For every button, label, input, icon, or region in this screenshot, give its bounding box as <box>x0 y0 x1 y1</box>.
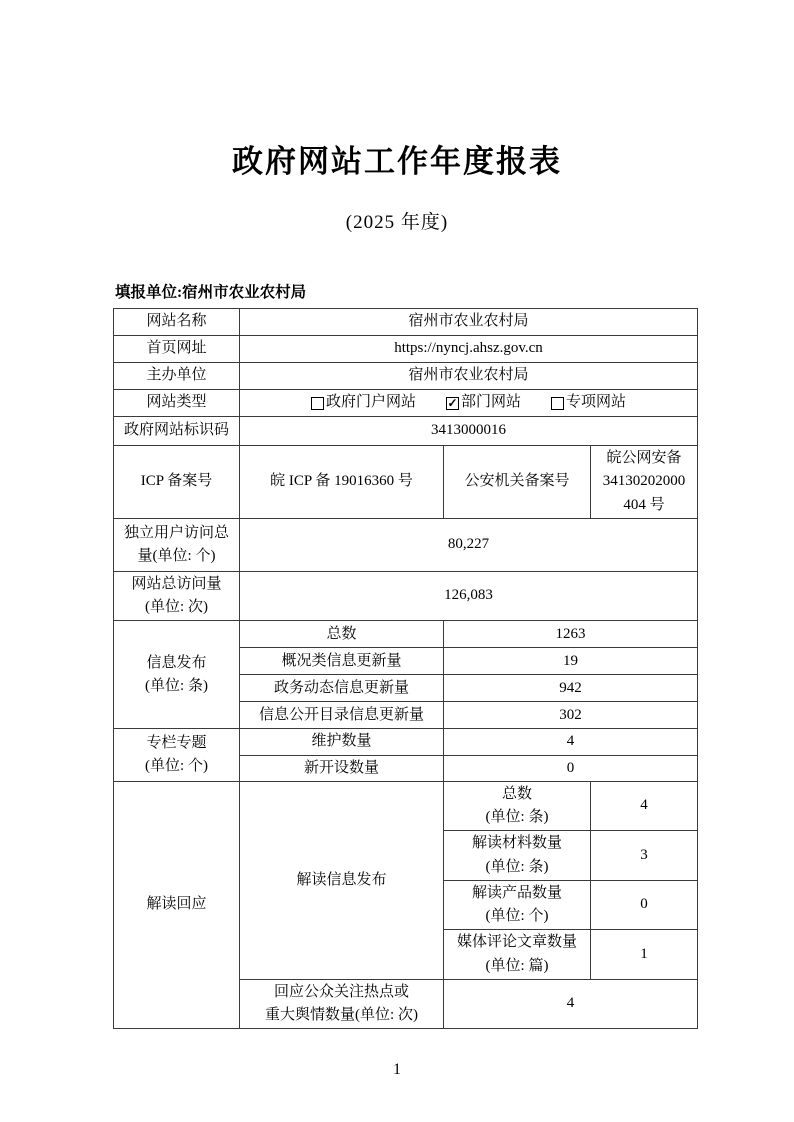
public-response-label <box>240 979 444 1029</box>
label-line: 总数 <box>501 785 532 802</box>
interpretation-item-value: 1 <box>591 930 698 980</box>
special-columns-label <box>114 729 240 782</box>
table-row <box>114 781 698 831</box>
info-publish-item-value: 942 <box>444 675 698 702</box>
site-name-value: 宿州市农业农村局 <box>240 309 698 336</box>
police-value-line: 34130202000 <box>602 473 686 490</box>
info-publish-label <box>114 621 240 729</box>
table-row <box>114 446 698 519</box>
label-line: (单位: 条) <box>145 677 208 694</box>
label-line: 解读材料数量 <box>471 835 562 852</box>
label-line: (单位: 个) <box>145 758 208 774</box>
special-columns-item-label: 新开设数量 <box>240 755 444 781</box>
option-label: 部门网站 <box>460 394 521 411</box>
site-type-option-portal <box>311 391 416 414</box>
option-label: 专项网站 <box>566 394 627 411</box>
home-url-value: https://nyncj.ahsz.gov.cn <box>240 336 698 363</box>
icp-label: ICP 备案号 <box>114 446 240 519</box>
label-line: (单位: 个) <box>485 908 549 924</box>
interpretation-item-label <box>444 781 591 831</box>
table-row <box>114 729 698 755</box>
site-type-options-cell <box>240 390 698 417</box>
police-value-line: 皖公网安备 <box>606 450 682 466</box>
page-title: 政府网站工作年度报表 <box>232 144 562 179</box>
table-row <box>114 518 698 571</box>
info-publish-item-value: 302 <box>444 702 698 729</box>
police-record-value <box>591 446 698 519</box>
reporting-unit: 填报单位:宿州市农业农村局 <box>115 284 307 301</box>
special-columns-item-value: 4 <box>444 729 698 755</box>
info-publish-item-value: 1263 <box>444 621 698 648</box>
label-line: (单位: 篇) <box>485 957 549 974</box>
label-line: (单位: 条) <box>485 809 549 825</box>
total-visits-value: 126,083 <box>240 571 698 621</box>
checkbox-checked-icon: ✓ <box>447 395 458 410</box>
table-row <box>114 336 698 363</box>
site-type-label: 网站类型 <box>114 390 240 417</box>
label-line: 网站总访问量 <box>131 575 222 592</box>
report-table <box>113 308 698 1029</box>
interpretation-item-label <box>444 880 591 930</box>
label-line: 媒体评论文章数量 <box>456 934 577 951</box>
info-publish-item-value: 19 <box>444 648 698 675</box>
home-url-label: 首页网址 <box>114 336 240 363</box>
label-line: 重大舆情数量(单位: 次) <box>265 1007 418 1023</box>
label-line: (单位: 条) <box>485 858 549 875</box>
special-columns-item-label: 维护数量 <box>240 729 444 755</box>
label-line: (单位: 次) <box>145 599 208 615</box>
interpretation-label: 解读回应 <box>114 781 240 1029</box>
label-line: 独立用户访问总 <box>123 524 229 541</box>
label-line: 信息发布 <box>146 654 207 671</box>
table-row <box>114 571 698 621</box>
checkbox-unchecked-icon <box>311 397 324 410</box>
organizer-label: 主办单位 <box>114 363 240 390</box>
unique-visitors-value: 80,227 <box>240 518 698 571</box>
police-record-label: 公安机关备案号 <box>444 446 591 519</box>
table-row <box>114 309 698 336</box>
page-subtitle: (2025 年度) <box>345 212 449 233</box>
label-line: 量(单位: 个) <box>137 547 216 564</box>
site-code-label: 政府网站标识码 <box>114 417 240 446</box>
unique-visitors-label <box>114 518 240 571</box>
info-publish-item-label: 总数 <box>240 621 444 648</box>
option-label: 政府门户网站 <box>325 394 416 411</box>
info-publish-item-label: 概况类信息更新量 <box>240 648 444 675</box>
page-number: 1 <box>393 1061 401 1079</box>
label-line: 回应公众关注热点或 <box>273 983 409 1000</box>
checkbox-unchecked-icon <box>551 397 564 410</box>
site-name-label: 网站名称 <box>114 309 240 336</box>
interpretation-item-value: 4 <box>591 781 698 831</box>
total-visits-label <box>114 571 240 621</box>
table-row <box>114 390 698 417</box>
table-row <box>114 363 698 390</box>
icp-value: 皖 ICP 备 19016360 号 <box>240 446 444 519</box>
info-publish-item-label: 信息公开目录信息更新量 <box>240 702 444 729</box>
site-type-option-department <box>446 391 521 414</box>
organizer-value: 宿州市农业农村局 <box>240 363 698 390</box>
public-response-value: 4 <box>444 979 698 1029</box>
label-line: 解读产品数量 <box>471 884 562 901</box>
site-code-value: 3413000016 <box>240 417 698 446</box>
interpretation-item-value: 3 <box>591 831 698 881</box>
police-value-line: 404 号 <box>623 496 665 513</box>
info-publish-item-label: 政务动态信息更新量 <box>240 675 444 702</box>
interpretation-item-label <box>444 930 591 980</box>
interpretation-publish-label: 解读信息发布 <box>240 781 444 979</box>
table-row <box>114 621 698 648</box>
interpretation-item-value: 0 <box>591 880 698 930</box>
table-row <box>114 417 698 446</box>
interpretation-item-label <box>444 831 591 881</box>
label-line: 专栏专题 <box>146 734 207 751</box>
special-columns-item-value: 0 <box>444 755 698 781</box>
site-type-option-special <box>551 391 626 414</box>
